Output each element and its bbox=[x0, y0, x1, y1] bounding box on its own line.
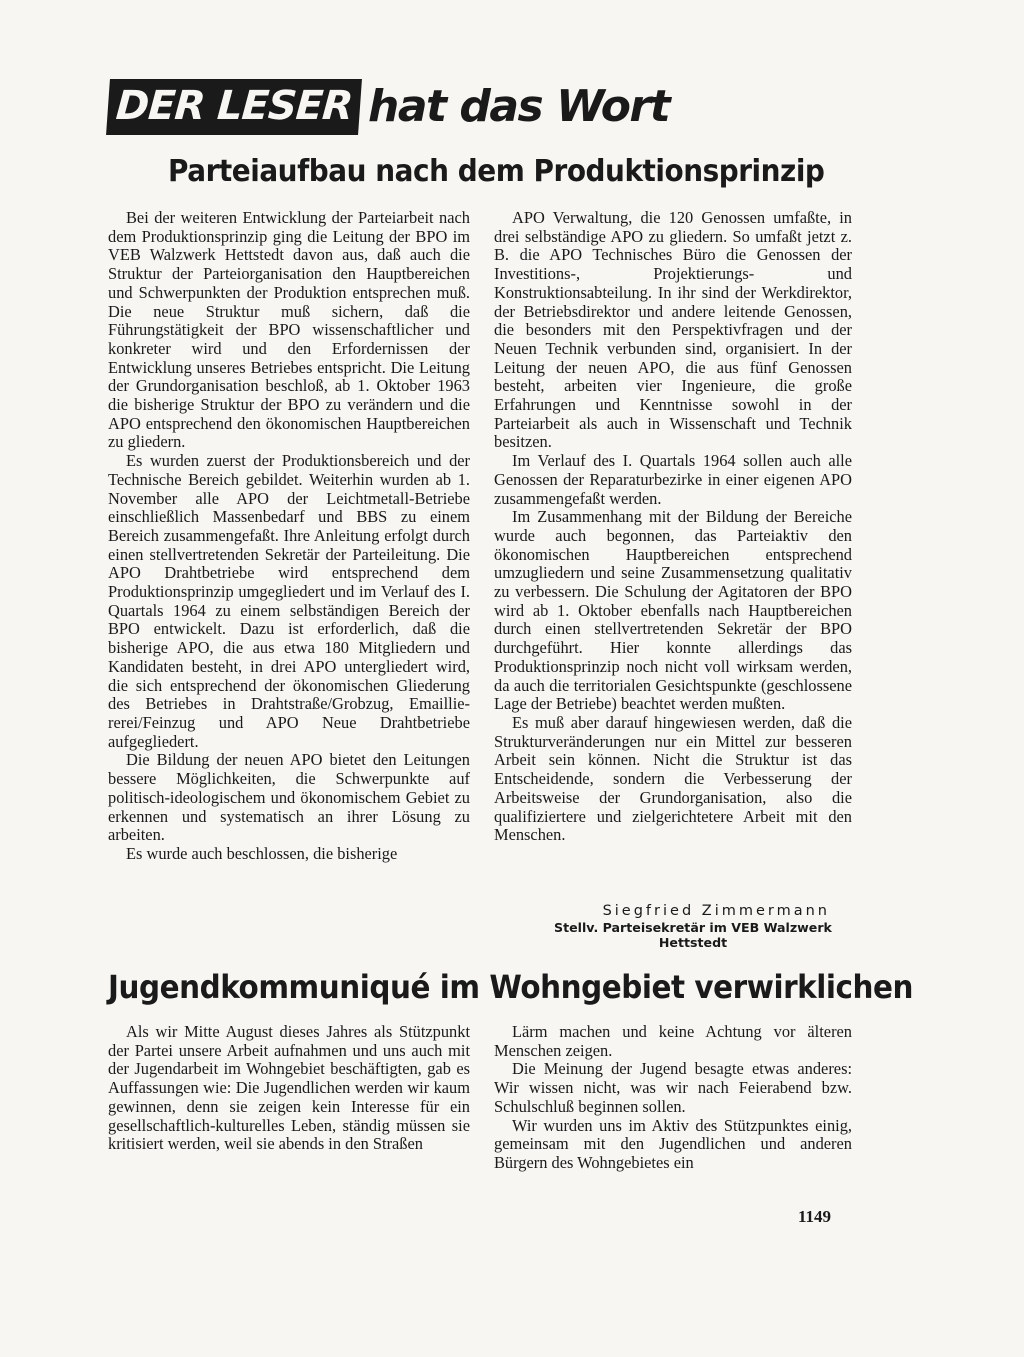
paragraph: Es muß aber darauf hingewiesen werden, daß die Strukturveränderungen nur ein Mittel zur besseren Arbeit sein können. Nicht die Struktur ist das Entscheidende, sondern die Verbesserung der Arbeitsweise der Grundorganisation, also die qualifiziertere und zielgerichtetere Arbeit mit den Menschen. bbox=[494, 712, 852, 845]
paragraph: Es wurde auch beschlossen, die bisherige bbox=[126, 843, 398, 863]
header-badge: DER LESER bbox=[106, 79, 362, 135]
author-role: Stellv. Parteisekretär im VEB Walzwerk Hettstedt bbox=[554, 920, 832, 950]
article2-column-left bbox=[108, 1023, 470, 1154]
article-signature bbox=[494, 902, 852, 950]
article-title: Parteiaufbau nach dem Produktionsprinzip bbox=[168, 154, 825, 189]
page-number: 1149 bbox=[798, 1207, 832, 1226]
article-title-2: Jugendkommuniqué im Wohngebiet verwirklichen bbox=[108, 968, 914, 1006]
paragraph: Die Meinung der Jugend besagte etwas anderes: Wir wissen nicht, was wir nach Feierabend bzw. Schulschluß beginnen sollen. bbox=[494, 1059, 852, 1116]
article-column-left bbox=[108, 209, 470, 864]
paragraph: Wir wurden uns im Aktiv des Stützpunktes einig, gemeinsam mit den Jugendlichen und anderen Bürgern des Wohngebietes ein bbox=[494, 1115, 852, 1172]
paragraph: Lärm machen und keine Achtung vor älteren Menschen zeigen. bbox=[494, 1022, 852, 1060]
paragraph: Im Zusammenhang mit der Bildung der Bereiche wurde auch begonnen, das Parteiaktiv den ökonomischen Hauptbereichen entsprechend umzugliedern und seine Zusammensetzung qualitativ zu verbessern. Die Schulung der Agitatoren der BPO wird ab 1. Oktober ebenfalls nach Hauptbereichen durch einen stellvertretenden Sekretär der BPO durchgeführt. Hier konnte allerdings das Produktionsprinzip noch nicht voll wirksam werden, da auch die territorialen Gesichtspunkte (geschlossene Lage der Betriebe) beachtet werden mußten. bbox=[494, 507, 852, 714]
paragraph: Die Bildung der neuen APO bietet den Leitungen bessere Möglichkeiten, die Schwerpunkte auf politisch-ideologischem und ökonomischem Gebiet zu erkennen und systematisch an ihrer Lösung zu arbeiten. bbox=[108, 750, 470, 845]
article-column-right bbox=[494, 209, 852, 845]
column-header bbox=[108, 78, 669, 136]
article2-column-right bbox=[494, 1023, 852, 1173]
paragraph: Es wurden zuerst der Produktionsbereich und der Technische Bereich gebildet. Weiterhin wurden ab 1. November alle APO der Leichtmetall-Betriebe einschließlich Massenbedarf und BBS zu einem Bereich zusammengefaßt. Ihre Anleitung erfolgt durch einen stellvertretenden Sekretär der Parteileitung. Die APO Drahtbetriebe wird entsprechend dem Produktionsprinzip umgegliedert und im Verlauf des I. Quartals 1964 zu einem selbständigen Bereich der BPO entwickelt. Dazu ist erforderlich, daß die bisherige APO, die aus etwa 180 Mitgliedern und Kandidaten besteht, in drei APO untergliedert wird, die sich entsprechend der ökonomischen Gliederung des Betriebes in Drahtstraße/Grobzug, Emailliererei/Feinzug und APO Neue Drahtbetriebe aufgegliedert. bbox=[108, 451, 470, 751]
header-tagline: hat das Wort bbox=[368, 81, 670, 132]
paragraph: APO Verwaltung, die 120 Genossen umfaßte, in drei selbständige APO zu gliedern. So umfaßt jetzt z. B. die APO Technisches Büro die Genossen der Investitions-, Projektierungs- und Konstruktionsabteilung. In ihr sind der Werkdirektor, der Betriebsdirektor und andere leitende Genossen, die besonders mit den Perspektivfragen und der Neuen Technik verbunden sind, organisiert. In der Leitung der neuen APO, die aus fünf Genossen besteht, arbeiten vier Ingenieure, die große Erfahrungen und Kenntnisse sowohl in der Parteiarbeit als auch in Wissenschaft und Technik besitzen. bbox=[494, 208, 852, 452]
paragraph: Im Verlauf des I. Quartals 1964 sollen auch alle Genossen der Reparaturbezirke in einer eigenen APO zusammengefaßt werden. bbox=[494, 451, 852, 508]
paragraph: Bei der weiteren Entwicklung der Parteiarbeit nach dem Produktionsprinzip ging die Leitung der BPO im VEB Walzwerk Hettstedt davon aus, daß auch die Struktur der Parteiorganisation den Hauptbereichen und Schwerpunkten der Produktion entsprechen muß. Die neue Struktur muß sichern, daß die Führungstätigkeit der BPO wissenschaftlicher und konkreter wird und den Erfordernissen der Entwicklung unseres Betriebes entspricht. Die Leitung der Grundorganisation beschloß, ab 1. Oktober 1963 die bisherige Struktur der BPO zu verändern und die APO entsprechend den ökonomischen Hauptbereichen zu gliedern. bbox=[108, 208, 470, 452]
paragraph: Als wir Mitte August dieses Jahres als Stützpunkt der Partei unsere Arbeit aufnahmen und uns auch mit der Jugendarbeit im Wohngebiet beschäftigten, gab es Auffassungen wie: Die Jugendlichen werden wir kaum gewinnen, denn sie zeigen kein Interesse für ein gesellschaftlich-kulturelles Leben, ständig müssen sie kritisiert werden, weil sie abends in den Straßen bbox=[108, 1022, 470, 1154]
author-name: Siegfried Zimmermann bbox=[602, 903, 830, 919]
